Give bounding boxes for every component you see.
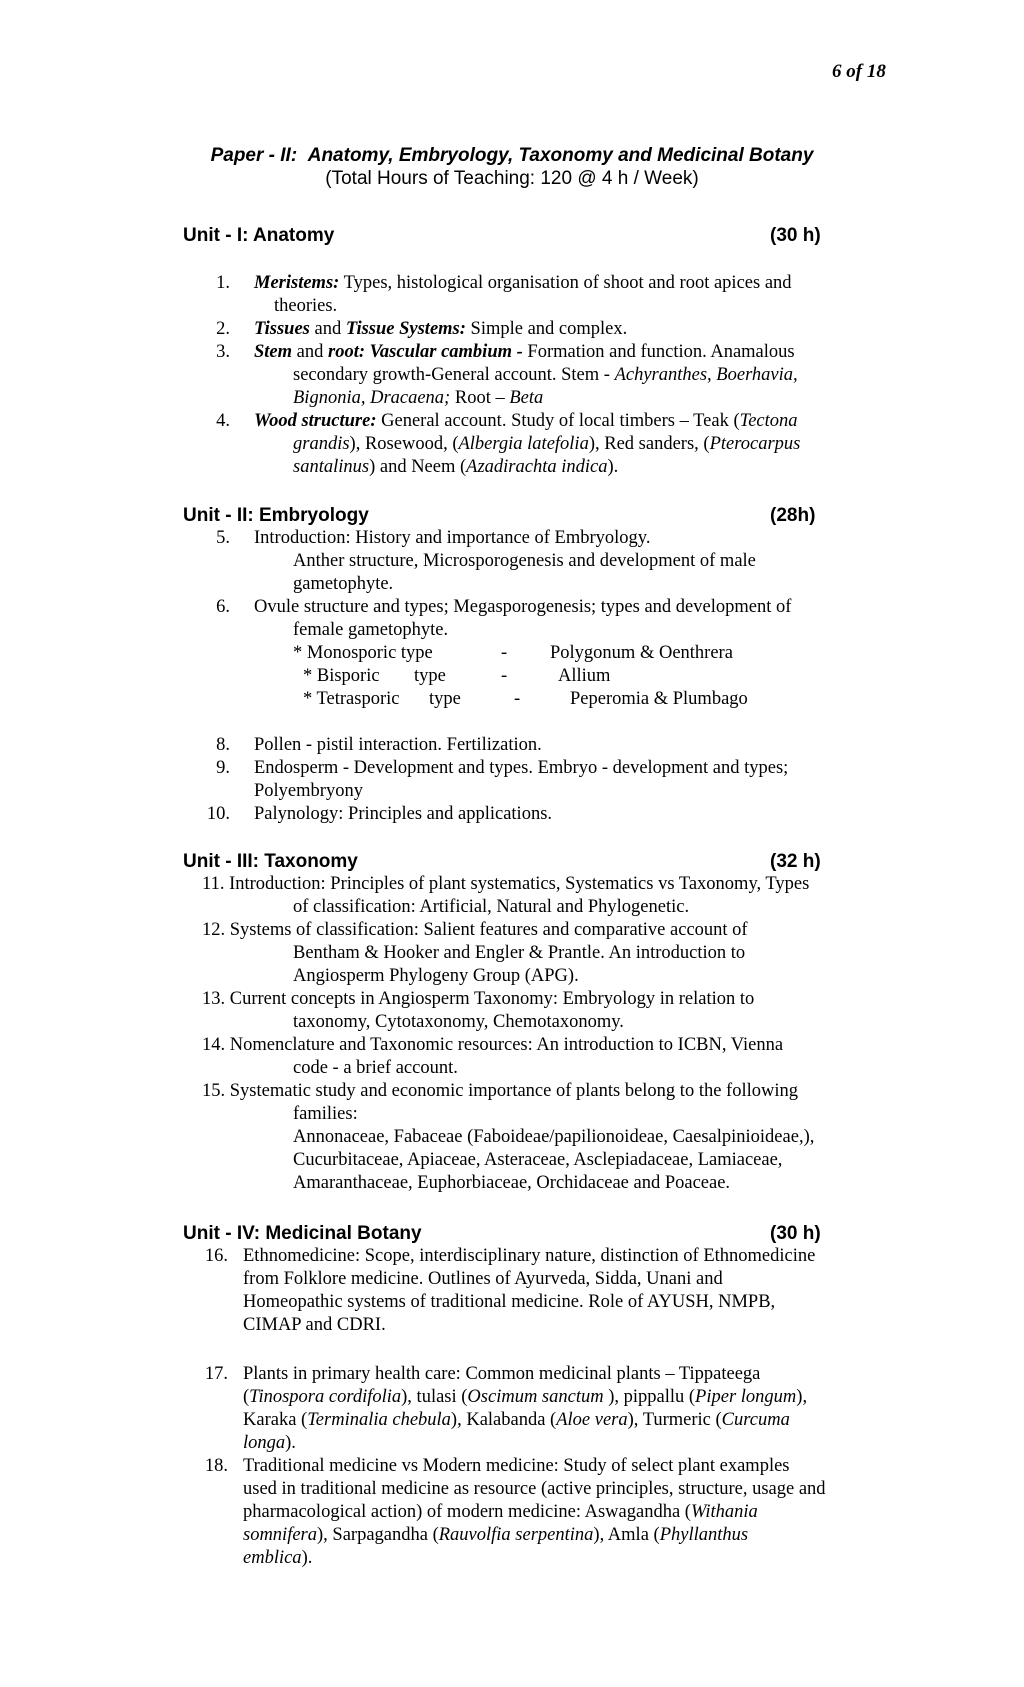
sporic-type-name: * Bisporic (303, 666, 380, 686)
unit-2-heading: Unit - II: Embryology (183, 505, 369, 526)
list-item-continuation: female gametophyte. (293, 620, 449, 640)
list-item: Meristems: Types, histological organisation of shoot and root apices and (254, 273, 792, 293)
item-number: 4. (216, 411, 230, 431)
paper-hours: (Total Hours of Teaching: 120 @ 4 h / Week) (325, 168, 699, 189)
list-item: Plants in primary health care: Common medicinal plants – Tippateega (243, 1364, 761, 1384)
unit-4-hours: (30 h) (770, 1223, 821, 1244)
item-number: 5. (216, 528, 230, 548)
list-item: Stem and root: Vascular cambium - Formation and function. Anamalous (254, 342, 795, 362)
paper-title (0, 144, 1024, 167)
list-item-continuation: CIMAP and CDRI. (243, 1315, 386, 1335)
item-number: 10. (206, 804, 230, 824)
list-item-continuation: Bignonia, Dracaena; Root – Beta (293, 388, 544, 408)
item-number: 6. (216, 597, 230, 617)
list-item: Pollen - pistil interaction. Fertilization. (254, 735, 542, 755)
paper-name: Anatomy, Embryology, Taxonomy and Medicinal Botany (307, 145, 814, 166)
list-item-continuation: pharmacological action) of modern medicine: Aswagandha (Withania (243, 1502, 758, 1522)
list-item: 13. Current concepts in Angiosperm Taxonomy: Embryology in relation to (202, 989, 755, 1009)
sporic-type-example: Peperomia & Plumbago (570, 689, 748, 709)
list-item-continuation: Polyembryony (254, 781, 363, 801)
unit-4-heading: Unit - IV: Medicinal Botany (183, 1223, 422, 1244)
sporic-type-dash: - (501, 666, 508, 686)
list-item: 15. Systematic study and economic importance of plants belong to the following (202, 1081, 798, 1101)
list-item-continuation: (Tinospora cordifolia), tulasi (Oscimum sanctum ), pippallu (Piper longum), (243, 1387, 808, 1407)
list-item: Ovule structure and types; Megasporogenesis; types and development of (254, 597, 792, 617)
unit-1-heading: Unit - I: Anatomy (183, 225, 335, 246)
sporic-type-row (0, 688, 1024, 711)
sporic-type-example: Allium (558, 666, 611, 686)
paper-label: Paper - II: (210, 145, 298, 166)
item-number: 8. (216, 735, 230, 755)
list-item-continuation: Angiosperm Phylogeny Group (APG). (293, 966, 579, 986)
list-item-continuation: longa). (243, 1433, 296, 1453)
list-item: Traditional medicine vs Modern medicine: Study of select plant examples (243, 1456, 790, 1476)
list-item: Introduction: History and importance of Embryology. (254, 528, 651, 548)
list-item-continuation: Cucurbitaceae, Apiaceae, Asteraceae, Asclepiadaceae, Lamiaceae, (293, 1150, 783, 1170)
sporic-type-word: type (414, 666, 446, 686)
list-item-continuation: santalinus) and Neem (Azadirachta indica). (293, 457, 619, 477)
list-item-continuation: taxonomy, Cytotaxonomy, Chemotaxonomy. (293, 1012, 624, 1032)
list-item-continuation: theories. (274, 296, 338, 316)
sporic-type-dash: - (514, 689, 521, 709)
list-item-continuation: Bentham & Hooker and Engler & Prantle. An introduction to (293, 943, 746, 963)
item-number: 18. (204, 1456, 228, 1476)
item-number: 16. (204, 1246, 228, 1266)
item-number: 2. (216, 319, 230, 339)
list-item-continuation: grandis), Rosewood, (Albergia latefolia), Red sanders, (Pterocarpus (293, 434, 801, 454)
list-item-continuation: Amaranthaceae, Euphorbiaceae, Orchidaceae and Poaceae. (293, 1173, 731, 1193)
list-item: 14. Nomenclature and Taxonomic resources: An introduction to ICBN, Vienna (202, 1035, 784, 1055)
list-item-continuation: emblica). (243, 1548, 313, 1568)
list-item-continuation: code - a brief account. (293, 1058, 458, 1078)
sporic-type-row (0, 642, 1024, 665)
list-item: Tissues and Tissue Systems: Simple and complex. (254, 319, 628, 339)
unit-1-hours: (30 h) (770, 225, 821, 246)
list-item: Palynology: Principles and applications. (254, 804, 553, 824)
list-item-continuation: used in traditional medicine as resource (active principles, structure, usage and (243, 1479, 826, 1499)
item-number: 1. (216, 273, 230, 293)
unit-3-hours: (32 h) (770, 851, 821, 872)
sporic-type-name: * Tetrasporic (303, 689, 400, 709)
list-item-continuation: gametophyte. (293, 574, 394, 594)
item-number: 3. (216, 342, 230, 362)
list-item: Endosperm - Development and types. Embryo - development and types; (254, 758, 789, 778)
item-number: 17. (204, 1364, 228, 1384)
sporic-type-example: Polygonum & Oenthrera (550, 643, 733, 663)
sporic-type-name: * Monosporic type (293, 643, 433, 663)
list-item: Wood structure: General account. Study of local timbers – Teak (Tectona (254, 411, 798, 431)
list-item: Ethnomedicine: Scope, interdisciplinary nature, distinction of Ethnomedicine (243, 1246, 816, 1266)
list-item-continuation: somnifera), Sarpagandha (Rauvolfia serpentina), Amla (Phyllanthus (243, 1525, 749, 1545)
sporic-type-dash: - (501, 643, 508, 663)
sporic-type-row (0, 665, 1024, 688)
item-number: 9. (216, 758, 230, 778)
list-item: 12. Systems of classification: Salient features and comparative account of (202, 920, 748, 940)
list-item-continuation: Karaka (Terminalia chebula), Kalabanda (Aloe vera), Turmeric (Curcuma (243, 1410, 790, 1430)
list-item-continuation: families: (293, 1104, 358, 1124)
unit-3-heading: Unit - III: Taxonomy (183, 851, 358, 872)
sporic-type-word: type (429, 689, 461, 709)
list-item-continuation: Anther structure, Microsporogenesis and development of male (293, 551, 756, 571)
list-item-continuation: secondary growth-General account. Stem - Achyranthes, Boerhavia, (293, 365, 798, 385)
list-item-continuation: of classification: Artificial, Natural and Phylogenetic. (293, 897, 690, 917)
list-item: 11. Introduction: Principles of plant systematics, Systematics vs Taxonomy, Types (202, 874, 810, 894)
unit-2-hours: (28h) (770, 505, 816, 526)
list-item-continuation: from Folklore medicine. Outlines of Ayurveda, Sidda, Unani and (243, 1269, 723, 1289)
list-item-continuation: Annonaceae, Fabaceae (Faboideae/papilionoideae, Caesalpinioideae,), (293, 1127, 815, 1147)
page-number: 6 of 18 (832, 61, 886, 82)
list-item-continuation: Homeopathic systems of traditional medicine. Role of AYUSH, NMPB, (243, 1292, 776, 1312)
